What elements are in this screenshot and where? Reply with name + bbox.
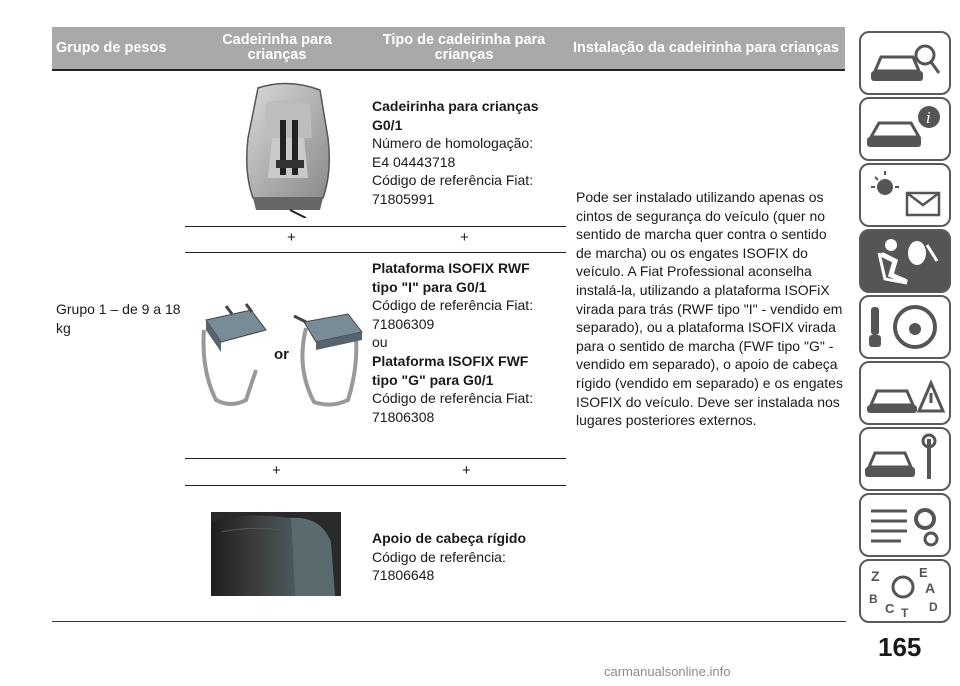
svg-text:T: T [901,606,909,620]
warning-lights-icon[interactable] [859,163,951,227]
seat1-ref-label: Código de referência Fiat: [372,172,534,189]
seat2-ref-label: Código de referência Fiat: [372,297,534,314]
installation-text: Pode ser instalado utilizando apenas os cintos de segurança do veículo (quer no sentido de marcha quer contra o sentido de marcha) ou os engates ISOFIX do veículo. A Fiat Professional aconselha instalá-la, utilizando a plataforma ISOFiX virada para trás (RWF tipo "I" - vendido em separado), ou a plataforma ISOFIX virada para o sentido de marcha (FWF tipo "G" - vendido em separado), o apoio de cabeça rígido (vendido em separado) e os engates ISOFIX do veículo. Deve ser instalada nos lugares posteriores externos. [576,189,843,429]
seat1-ref-number: 71805991 [372,190,435,207]
svg-text:E: E [919,565,928,580]
svg-text:C: C [885,601,895,616]
seat3-ref-label: Código de referência: [372,548,506,565]
seat2-title-rwf: Plataforma ISOFIX RWF tipo "I" para G0/1 [372,260,530,295]
airbag-seat-icon[interactable] [859,229,951,293]
plus-sign: + [460,229,469,246]
headrest-image [211,512,341,596]
svg-text:i: i [926,109,931,127]
settings-list-icon[interactable] [859,493,951,557]
seat1-description [372,97,557,209]
svg-text:Z: Z [871,568,880,584]
row-divider [185,252,566,253]
seat2-ou: ou [372,334,388,351]
isofix-rwf-platform-image [196,300,276,410]
car-info-icon[interactable] [859,97,951,161]
weight-group-text: Grupo 1 – de 9 a 18 kg [56,301,181,336]
seat1-homologation-number: E4 04443718 [372,153,456,170]
seat2-description [372,259,557,426]
watermark: carmanualsonline.info [604,664,731,679]
header-child-seat: Cadeirinha para crianças [222,32,332,63]
svg-text:A: A [925,580,936,596]
seat3-description [372,529,557,585]
svg-text:D: D [929,600,938,614]
car-emergency-icon[interactable] [859,361,951,425]
index-icon[interactable] [859,559,951,623]
header-seat-type: Tipo de cadeirinha para crianças [382,32,546,63]
svg-text:B: B [869,592,878,606]
or-label: or [274,346,289,363]
table-header [52,27,845,71]
seat2-title-fwf: Plataforma ISOFIX FWF tipo "G" para G0/1 [372,352,529,388]
seat2-ref-number: 71806309 [372,315,435,332]
car-service-icon[interactable] [859,427,951,491]
plus-sign: + [287,229,296,246]
header-weight-group: Grupo de pesos [56,39,167,56]
row-divider [185,485,566,486]
isofix-fwf-platform-image [286,308,366,410]
footer-line [52,621,846,622]
row-divider [185,226,566,227]
row-divider [185,458,566,459]
seat1-homologation-label: Número de homologação: [372,135,534,152]
steering-wheel-icon[interactable] [859,295,951,359]
plus-sign: + [462,462,471,479]
seat2-ref-number-2: 71806308 [372,408,435,425]
car-search-icon[interactable] [859,31,951,95]
seat1-title: Cadeirinha para crianças G0/1 [372,98,539,133]
seat3-title: Apoio de cabeça rígido [372,530,527,546]
child-seat-image [228,78,348,218]
plus-sign: + [272,462,281,479]
page-number: 165 [878,632,922,662]
header-installation: Instalação da cadeirinha para crianças [573,39,839,56]
seat3-ref-number: 71806648 [372,567,435,584]
seat2-ref-label-2: Código de referência Fiat: [372,390,534,407]
